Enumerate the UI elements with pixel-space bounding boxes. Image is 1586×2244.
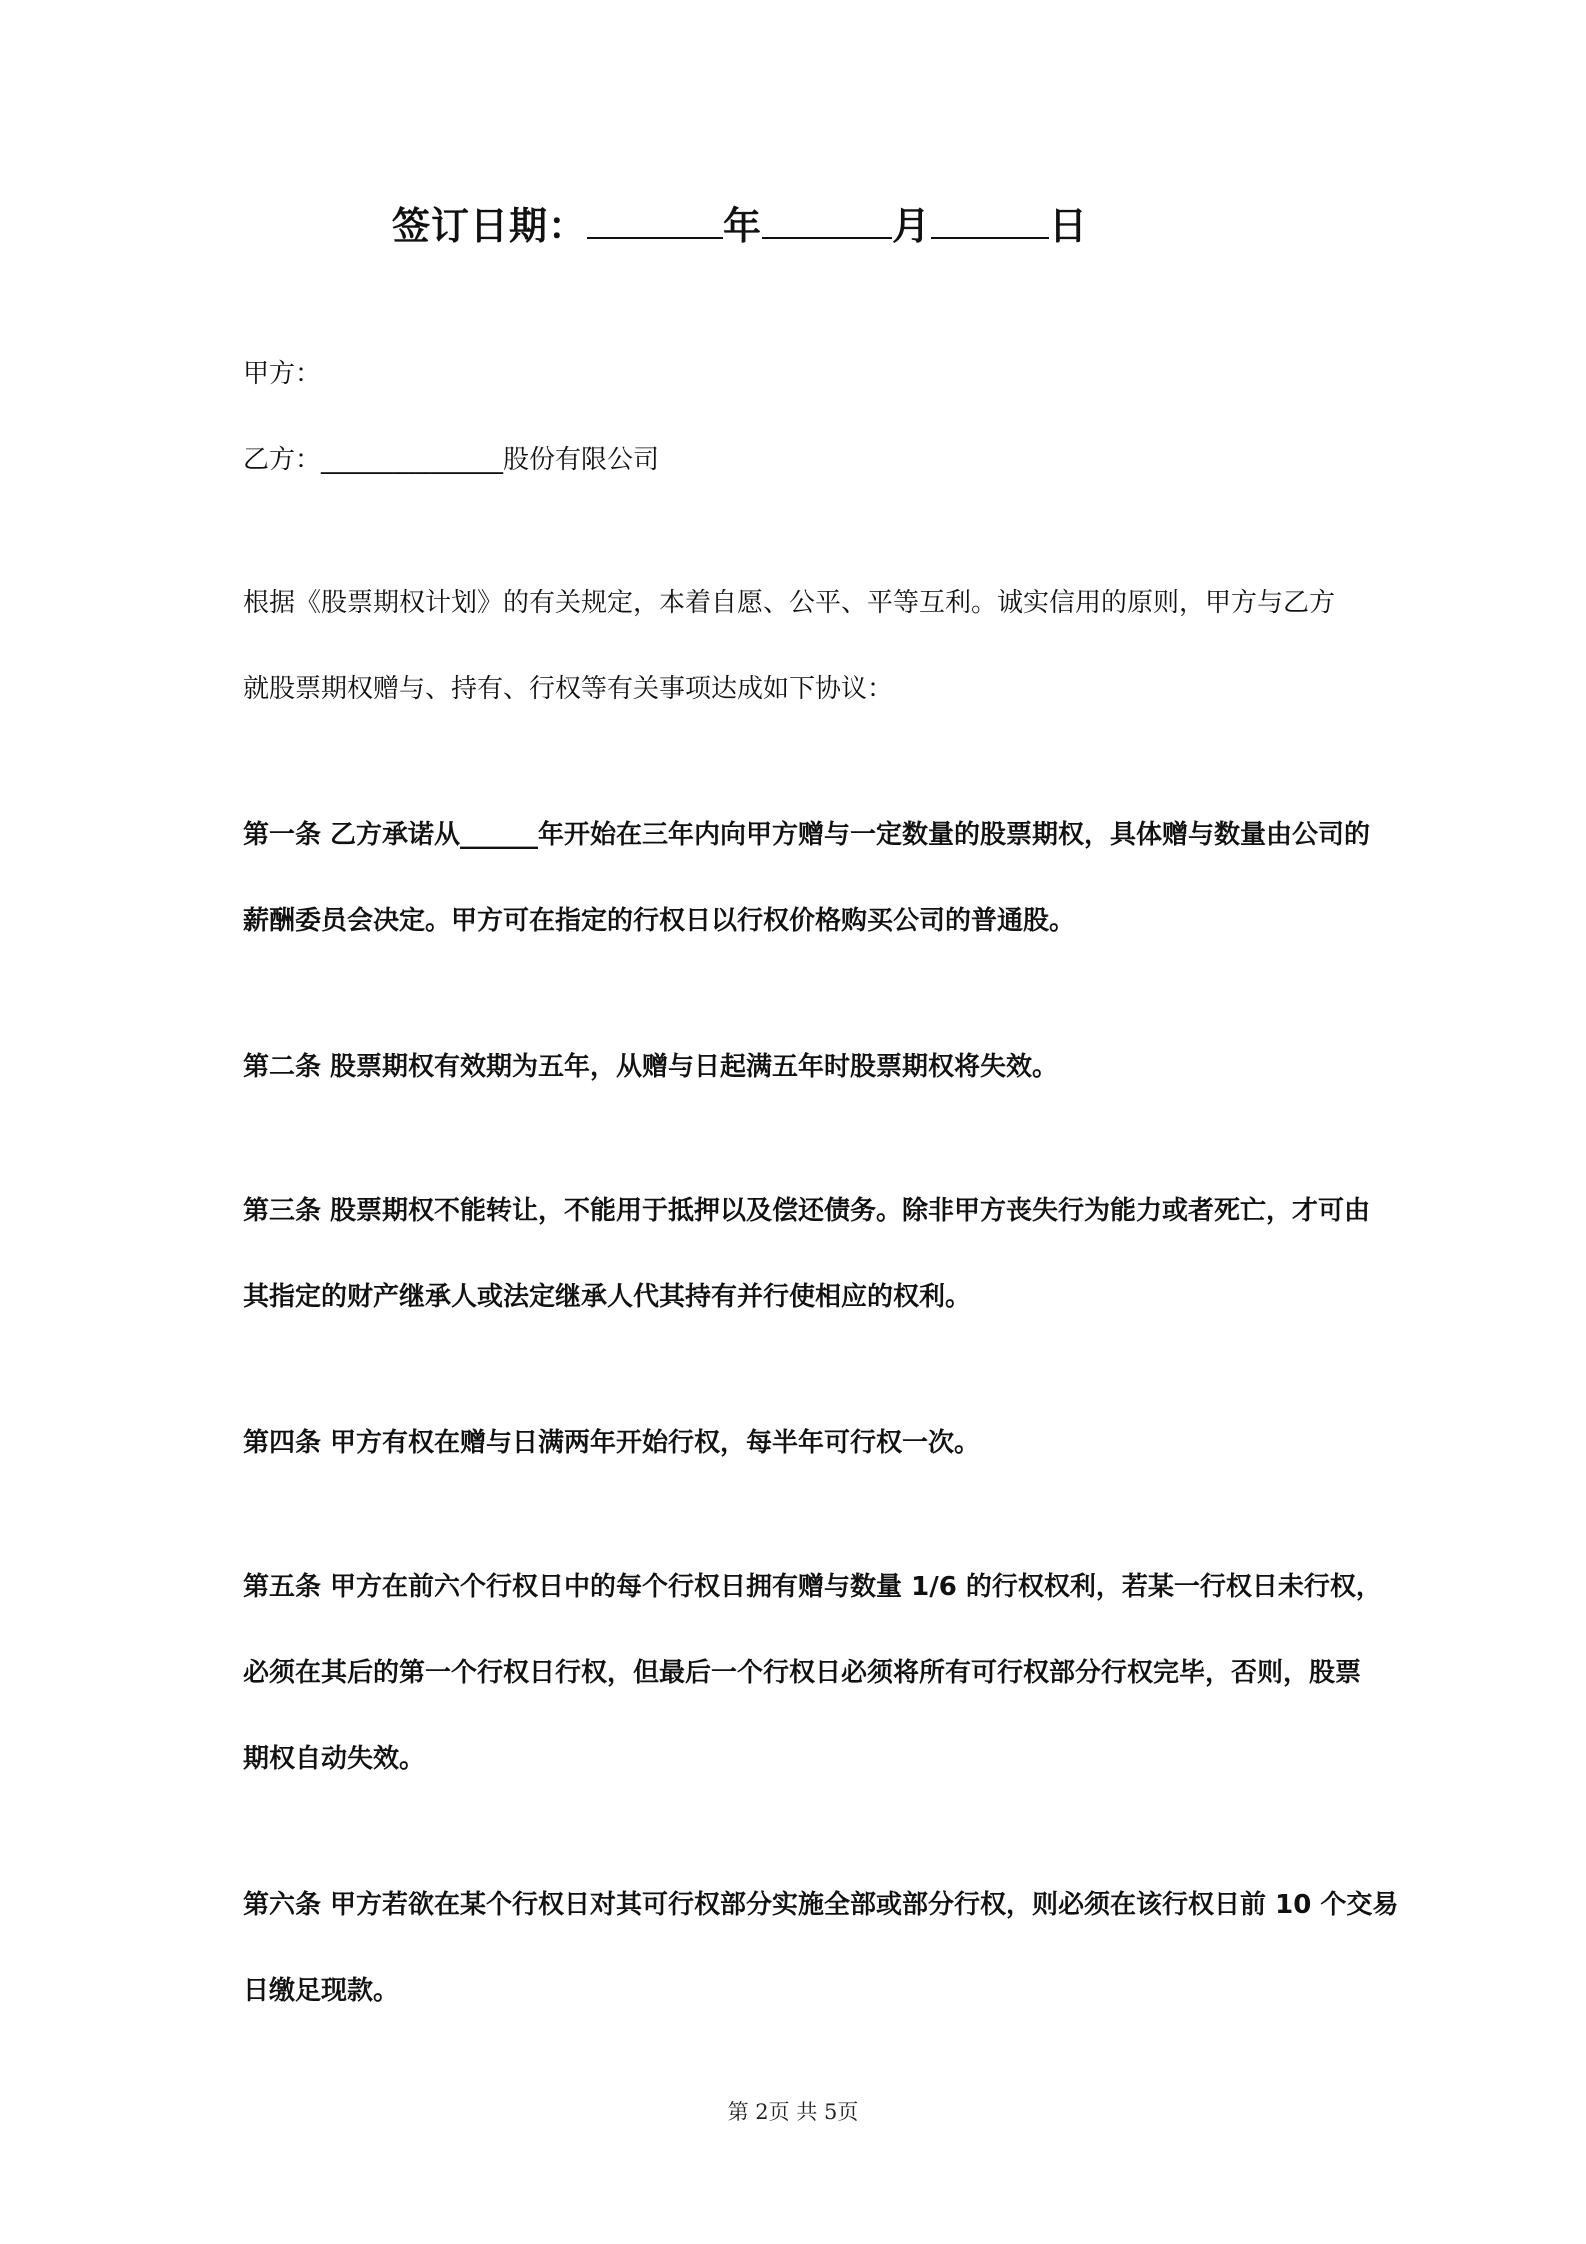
article-4 — [243, 1400, 1363, 1486]
article-line: 日缴足现款。 — [243, 1976, 400, 2006]
month-blank — [762, 197, 892, 239]
article-line: 第六条 甲方若欲在某个行权日对其可行权部分实施全部或部分行权，则必须在该行权日前 10 个交易 — [243, 1890, 1399, 1920]
article-5 — [243, 1544, 1382, 1802]
month-label: 月 — [892, 204, 932, 248]
article-line: 第三条 股票期权不能转让，不能用于抵押以及偿还债务。除非甲方丧失行为能力或者死亡，才可由 — [243, 1196, 1371, 1226]
party-b: 乙方：______________股份有限公司 — [243, 445, 660, 475]
article-1 — [243, 792, 1371, 964]
signing-date-label: 签订日期： — [392, 204, 588, 248]
article-line: 其指定的财产继承人或法定继承人代其持有并行使相应的权利。 — [243, 1282, 972, 1312]
party-a: 甲方： — [243, 359, 322, 389]
article-3 — [243, 1168, 1371, 1340]
article-line: 必须在其后的第一个行权日行权，但最后一个行权日必须将所有可行权部分行权完毕，否则，股票 — [243, 1658, 1362, 1688]
page-number-footer: 第 2页 共 5页 — [727, 2100, 859, 2124]
year-blank — [587, 197, 723, 239]
day-blank — [931, 197, 1049, 239]
day-label: 日 — [1049, 204, 1089, 248]
article-2 — [243, 1024, 1363, 1110]
article-line: 第四条 甲方有权在赠与日满两年开始行权，每半年可行权一次。 — [243, 1428, 981, 1458]
year-label: 年 — [723, 204, 763, 248]
article-line: 第五条 甲方在前六个行权日中的每个行权日拥有赠与数量 1/6 的行权权利，若某一行权日未行权， — [243, 1572, 1382, 1602]
preamble-line: 就股票期权赠与、持有、行权等有关事项达成如下协议： — [243, 674, 894, 704]
preamble-paragraph — [243, 560, 1363, 732]
article-line: 第二条 股票期权有效期为五年，从赠与日起满五年时股票期权将失效。 — [243, 1052, 1059, 1082]
article-line: 薪酬委员会决定。甲方可在指定的行权日以行权价格购买公司的普通股。 — [243, 906, 1076, 936]
article-line: 期权自动失效。 — [243, 1744, 426, 1774]
signing-date-line — [392, 196, 1088, 256]
article-line: 第一条 乙方承诺从______年开始在三年内向甲方赠与一定数量的股票期权，具体赠与数量由公司的 — [243, 820, 1371, 850]
preamble-line: 根据《股票期权计划》的有关规定，本着自愿、公平、平等互利。诚实信用的原则，甲方与乙方 — [243, 588, 1336, 618]
article-6 — [243, 1862, 1399, 2034]
